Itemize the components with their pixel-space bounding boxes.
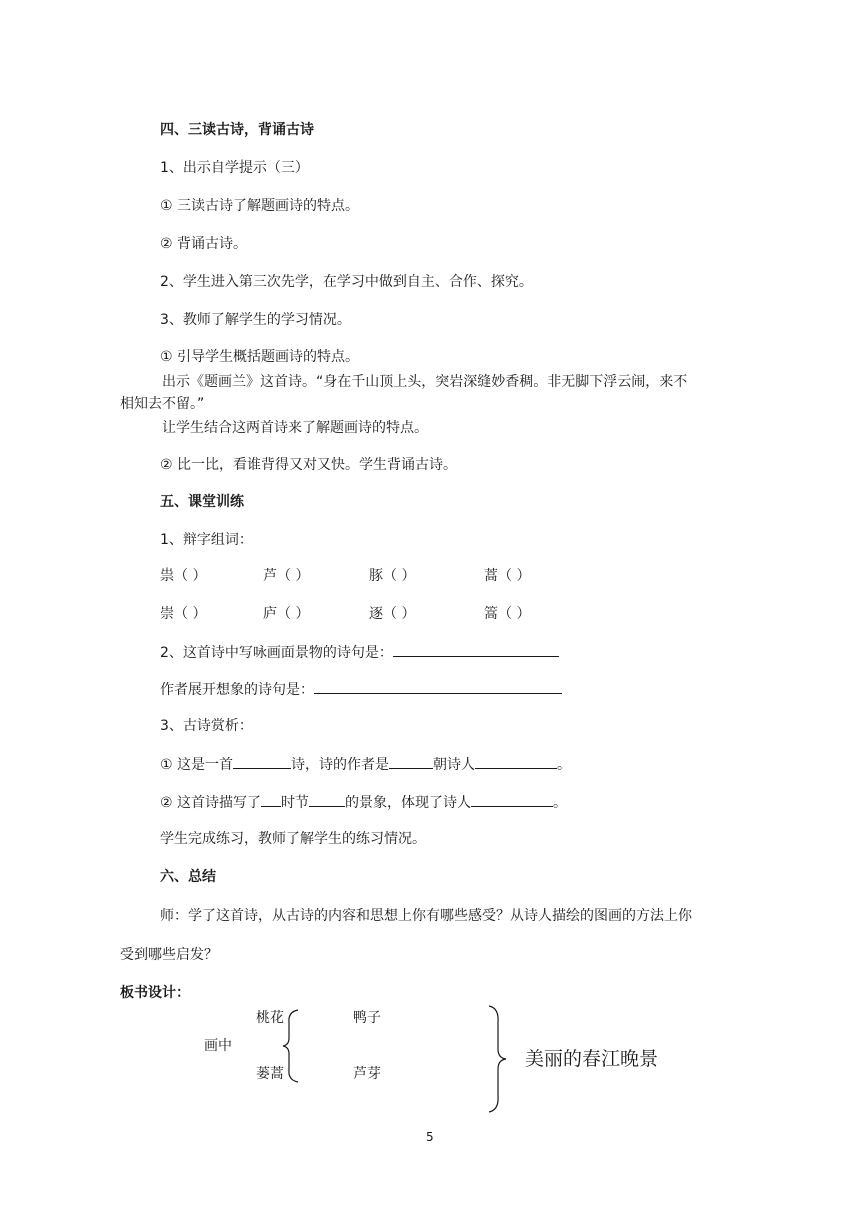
quote-line2: 相知去不留。” bbox=[120, 396, 205, 412]
item3: ① 引导学生概括题画诗的特点。 bbox=[160, 349, 360, 365]
q3a-part: 。 bbox=[557, 757, 572, 773]
large-brace-icon bbox=[486, 1004, 510, 1114]
question3: 3、古诗赏析： bbox=[160, 718, 253, 734]
board-top-left: 桃花 bbox=[256, 1010, 284, 1026]
small-brace-icon bbox=[280, 1008, 302, 1084]
board-bottom-left: 蒌蒿 bbox=[256, 1066, 284, 1082]
answer-blank[interactable] bbox=[471, 792, 553, 807]
answer-blank[interactable] bbox=[261, 792, 281, 807]
answer-blank[interactable] bbox=[233, 754, 291, 769]
step2: 2、学生进入第三次先学，在学习中做到自主、合作、探究。 bbox=[160, 274, 533, 290]
board-bottom-right: 芦芽 bbox=[353, 1066, 381, 1082]
answer-blank[interactable] bbox=[389, 754, 433, 769]
question2b bbox=[160, 679, 562, 700]
q3a-part: 诗，诗的作者是 bbox=[291, 757, 390, 773]
summary-line2: 受到哪些启发？ bbox=[120, 947, 218, 963]
step1: 1、出示自学提示（三） bbox=[160, 160, 309, 176]
page-number: 5 bbox=[426, 1130, 434, 1144]
summary-line1: 师：学了这首诗，从古诗的内容和思想上你有哪些感受？从诗人描绘的图画的方法上你 bbox=[160, 908, 692, 924]
step3: 3、教师了解学生的学习情况。 bbox=[160, 312, 351, 328]
quote-line1: 出示《题画兰》这首诗。“身在千山顶上头，突岩深缝妙香稠。非无脚下浮云闹，来不 bbox=[162, 374, 688, 390]
question2-text: 2、这首诗中写咏画面景物的诗句是： bbox=[160, 645, 393, 661]
question3b bbox=[160, 792, 567, 813]
q3b-part: 时节 bbox=[281, 795, 310, 811]
question1: 1、辩字组词： bbox=[160, 532, 253, 548]
word-cell: 庐（ ） bbox=[263, 606, 310, 622]
q3b-part: 的景象，体现了诗人 bbox=[345, 795, 472, 811]
q3b-part: ② 这首诗描写了 bbox=[160, 795, 262, 811]
word-cell: 豚（ ） bbox=[369, 568, 416, 584]
answer-blank[interactable] bbox=[314, 679, 562, 694]
answer-blank[interactable] bbox=[475, 754, 557, 769]
q3a-part: ① 这是一首 bbox=[160, 757, 234, 773]
word-cell: 篙（ ） bbox=[484, 606, 531, 622]
question3a bbox=[160, 754, 571, 775]
section5-heading: 五、课堂训练 bbox=[160, 494, 244, 510]
board-top-right: 鸭子 bbox=[353, 1010, 381, 1026]
section4-heading: 四、三读古诗，背诵古诗 bbox=[160, 122, 314, 138]
q3b-part: 。 bbox=[553, 795, 568, 811]
section6-heading: 六、总结 bbox=[160, 869, 216, 885]
q3a-part: 朝诗人 bbox=[433, 757, 476, 773]
board-center: 画中 bbox=[204, 1038, 232, 1054]
word-cell: 蒿（ ） bbox=[484, 568, 531, 584]
word-cell: 崇（ ） bbox=[160, 606, 207, 622]
board-label: 板书设计： bbox=[120, 985, 190, 1001]
answer-blank[interactable] bbox=[309, 792, 345, 807]
question2 bbox=[160, 642, 559, 663]
finish-text: 学生完成练习，教师了解学生的练习情况。 bbox=[160, 831, 426, 847]
word-cell: 祟（ ） bbox=[160, 568, 207, 584]
word-cell: 芦（ ） bbox=[263, 568, 310, 584]
combine-text: 让学生结合这两首诗来了解题画诗的特点。 bbox=[162, 420, 428, 436]
item1: ① 三读古诗了解题画诗的特点。 bbox=[160, 198, 360, 214]
board-summary: 美丽的春江晚景 bbox=[525, 1048, 659, 1070]
word-cell: 逐（ ） bbox=[369, 606, 416, 622]
item4: ② 比一比，看谁背得又对又快。学生背诵古诗。 bbox=[160, 457, 457, 473]
question2b-text: 作者展开想象的诗句是： bbox=[160, 682, 314, 698]
item2: ② 背诵古诗。 bbox=[160, 236, 248, 252]
answer-blank[interactable] bbox=[393, 642, 559, 657]
